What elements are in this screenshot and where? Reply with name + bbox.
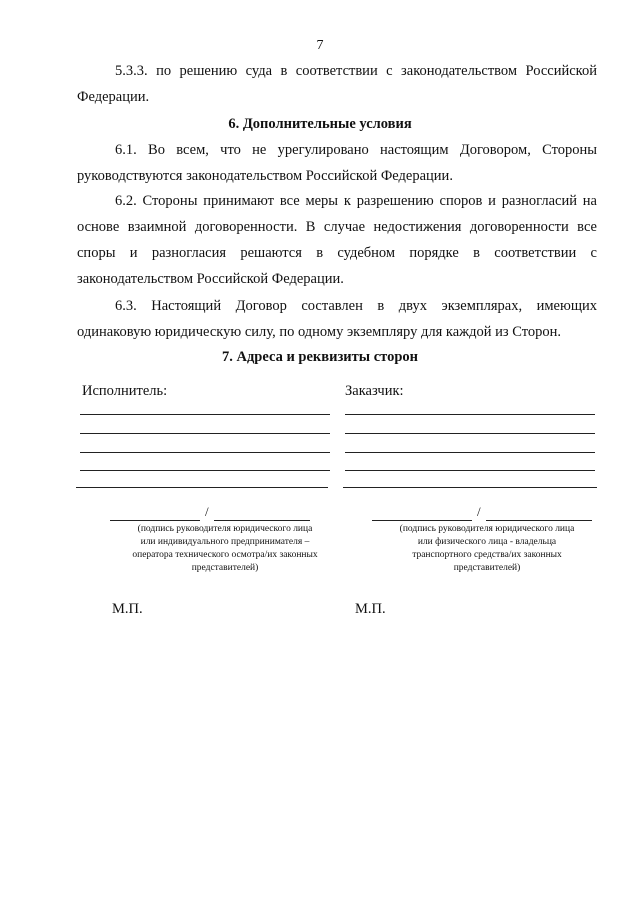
executor-signature-line: [110, 520, 200, 521]
executor-caption-line: представителей): [191, 563, 259, 573]
customer-requisites-line: [343, 487, 597, 488]
clause-6-1: [77, 137, 597, 189]
customer-caption-line: транспортного средства/их законных: [412, 550, 562, 560]
customer-signature-line: [372, 520, 472, 521]
customer-caption-line: (подпись руководителя юридического лица: [399, 524, 575, 534]
executor-caption-line: или индивидуального предпринимателя –: [140, 537, 310, 547]
section-6-title: 6. Дополнительные условия: [228, 116, 412, 132]
clause-6-3: [77, 293, 597, 345]
customer-label: Заказчик:: [345, 383, 404, 399]
customer-requisites-line: [345, 452, 595, 453]
executor-caption-line: оператора технического осмотра/их законных: [132, 550, 318, 560]
customer-caption-line: представителей): [453, 563, 521, 573]
executor-requisites-line: [80, 470, 330, 471]
executor-requisites-line: [80, 452, 330, 453]
executor-caption-line: (подпись руководителя юридического лица: [137, 524, 313, 534]
customer-signature-slash: /: [477, 504, 481, 519]
executor-requisites-line: [80, 414, 330, 415]
executor-signature-caption: [90, 523, 360, 575]
clause-5-3-3-text: 5.3.3. по решению суда в соответствии с законодательством Российской Федерации.: [77, 63, 597, 105]
customer-name-line: [486, 520, 592, 521]
customer-requisites-line: [345, 414, 595, 415]
executor-stamp-place: М.П.: [112, 601, 143, 617]
clause-6-3-text: 6.3. Настоящий Договор составлен в двух экземплярах, имеющих одинаковую юридическую силу, по одному экземпляру для каждой из Сторон.: [77, 298, 597, 340]
customer-caption-line: или физического лица - владельца: [417, 537, 557, 547]
clause-6-2-text: 6.2. Стороны принимают все меры к разрешению споров и разногласий на основе взаимной договоренности. В случае недостижения договоренности все споры и разногласия решаются в судебном порядке в соответствии с законодательством Российской Федерации.: [77, 193, 597, 287]
customer-stamp-place: М.П.: [355, 601, 386, 617]
customer-signature-caption: [352, 523, 622, 575]
executor-requisites-line: [80, 433, 330, 434]
executor-requisites-line: [76, 487, 328, 488]
section-7-title: 7. Адреса и реквизиты сторон: [221, 349, 419, 365]
clause-6-1-text: 6.1. Во всем, что не урегулировано настоящим Договором, Стороны руководствуются законодательством Российской Федерации.: [77, 142, 597, 184]
executor-label: Исполнитель:: [82, 383, 168, 399]
customer-requisites-line: [345, 470, 595, 471]
clause-5-3-3: [77, 58, 597, 110]
executor-name-line: [214, 520, 310, 521]
page-number: 7: [316, 38, 324, 53]
executor-signature-slash: /: [205, 504, 209, 519]
customer-requisites-line: [345, 433, 595, 434]
clause-6-2: [77, 188, 597, 292]
